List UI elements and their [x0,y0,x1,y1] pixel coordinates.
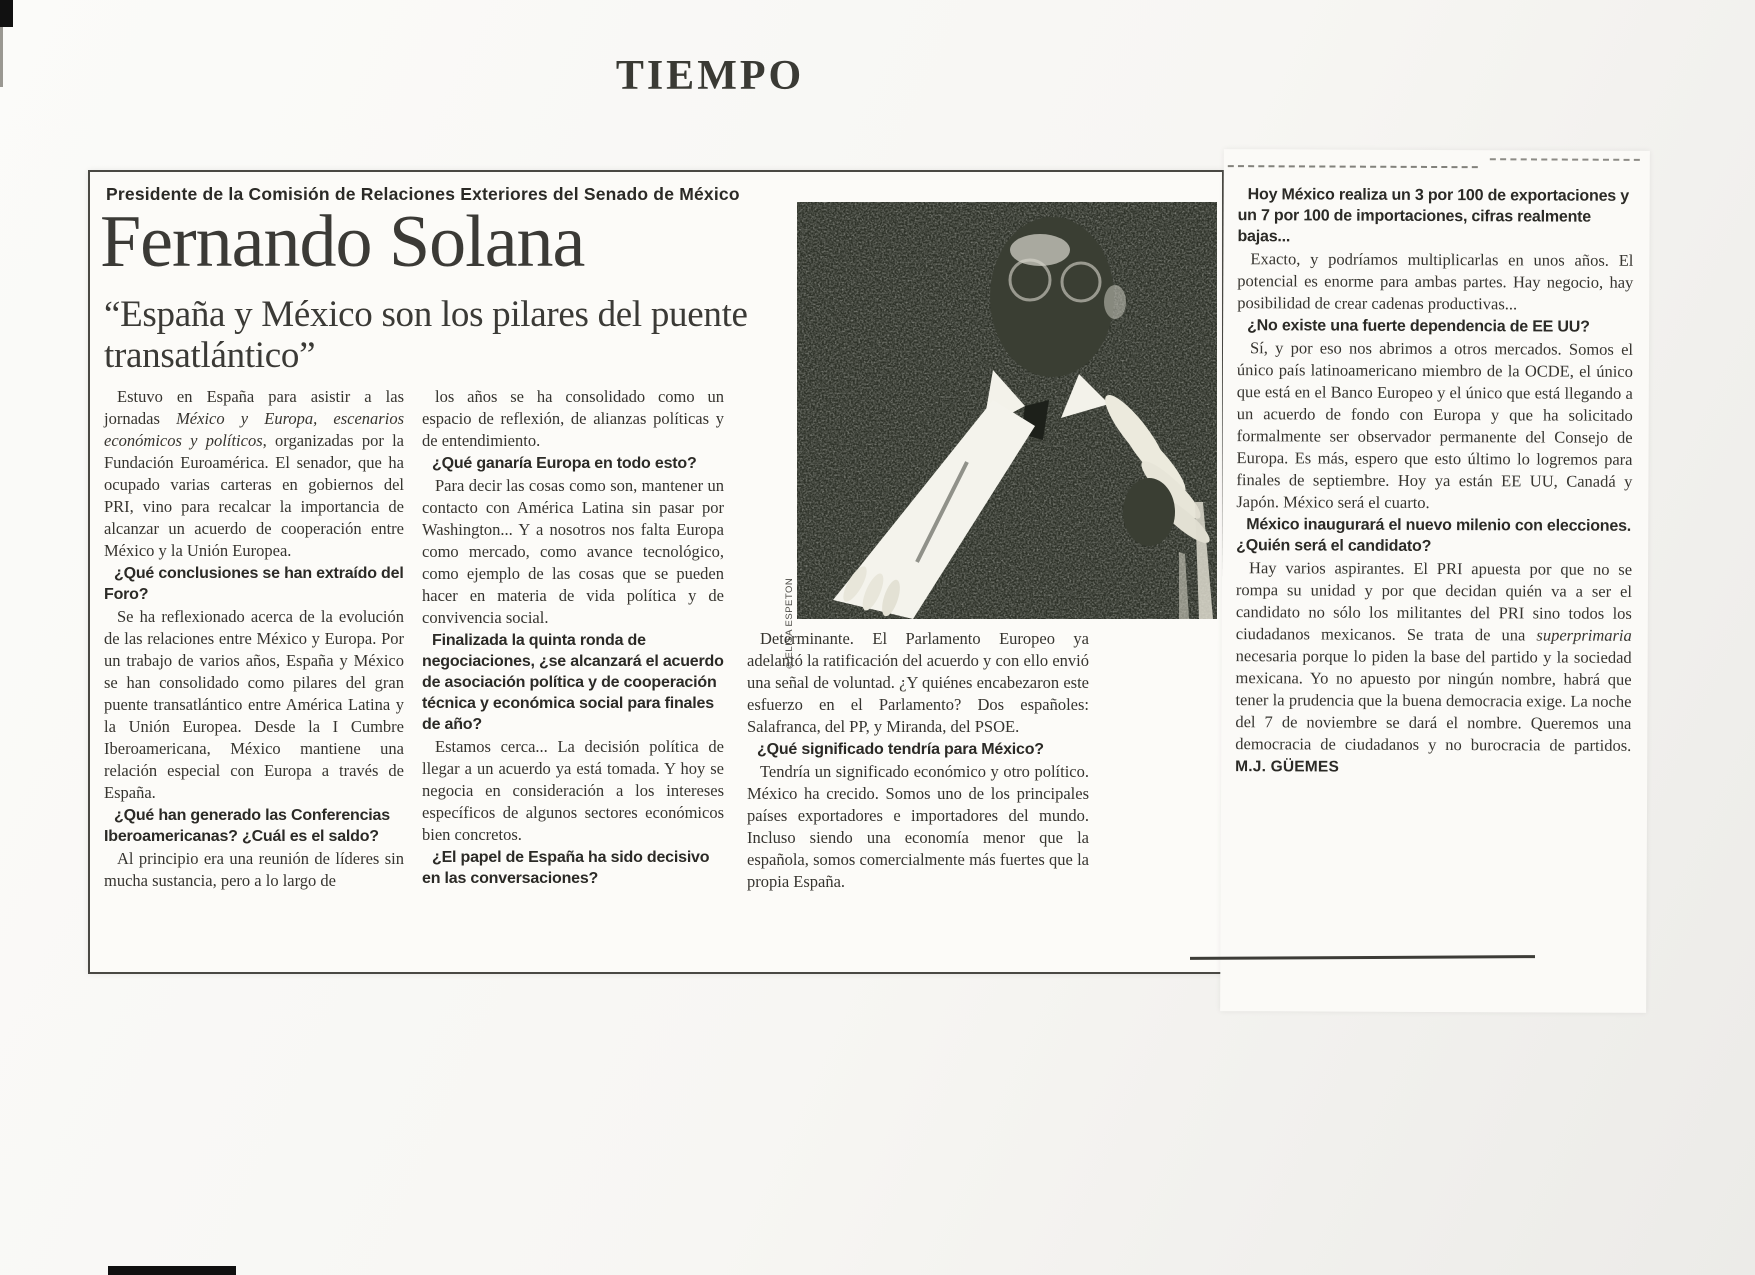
interview-answer: Para decir las cosas como son, mantener un contacto con América Latina sin pasar por Washington... Y a nosotros nos falta Europa como mercado, como avance tecnológico, como ejemplo de las cosas que se pueden hacer en materia de vida política y de convivencia social. [422,476,724,627]
author-byline: M.J. GÜEMES [1235,758,1340,776]
interview-answer: Al principio era una reunión de líderes sin mucha sustancia, pero a lo largo de [104,849,404,890]
interview-question: ¿No existe una fuerte dependencia de EE UU? [1247,317,1590,336]
interview-question: ¿Qué conclusiones se han extraído del Foro? [104,565,404,603]
answer-text: Estuvo en España para asistir a las jornadas [104,387,404,428]
interview-answer: Se ha reflexionado acerca de la evolución de las relaciones entre México y Europa. Por un trabajo de varios años, España y México se han consolidado como pilares del gran puente transatlántico entre América Latina y la Unión Europea. Desde la I Cumbre Iberoamericana, México mantiene una relación especial con Europa a través de España. [104,607,404,802]
answer-text: necesaria porque lo piden la base del partido y la sociedad mexicana. Yo no apuesto por ningún nombre, habrá que tener la prudencia que la buena democracia exige. La noche del 7 de noviembre se dará el nombre. Queremos una democracia de ciudadanos y no burocracia de partidos. [1235,646,1632,755]
interview-answer: Determinante. El Parlamento Europeo ya adelantó la ratificación del acuerdo y con ello envió una señal de voluntad. ¿Y quiénes encabezaron este esfuerzo en el Parlamento? Dos españoles: Salafranca, del PP, y Miranda, del PSOE. [747,629,1089,736]
interview-question: ¿Qué han generado las Conferencias Iberoamericanas? ¿Cuál es el saldo? [104,807,390,845]
interview-answer [1235,557,1632,780]
article-column-3 [747,628,1089,893]
interview-question: Finalizada la quinta ronda de negociaciones, ¿se alcanzará el acuerdo de asociación política y de cooperación técnica y económica social para finales de año? [422,632,724,733]
interview-answer: los años se ha consolidado como un espacio de reflexión, de alianzas políticas y de entendimiento. [422,387,724,450]
right-article-clipping [1220,149,1650,1013]
article-column-4 [1235,183,1634,780]
article-subheadline: “España y México son los pilares del puente transatlántico” [104,294,748,376]
article-column-2 [422,386,724,890]
torn-edge-dashed-line [1228,165,1478,168]
interview-question: ¿Qué ganaría Europa en todo esto? [432,455,697,472]
interview-answer: Sí, y por eso nos abrimos a otros mercados. Somos el único país latinoamericano miembro de la OCDE, el único que está en el Banco Europeo y el único que está llegando a un acuerdo de fondo con Europa y que ha solicitado formalmente ser observador permanente del Consejo de Europa. Es más, espero que esto último lo logremos para finales de septiembre. Hoy ya están EE UU, Canadá y Japón. México será el cuarto. [1236,338,1634,512]
event-title-italic: México y Europa, escenarios económicos y políticos [104,409,404,450]
interview-question: ¿El papel de España ha sido decisivo en las conversaciones? [422,849,710,887]
interview-answer: Tendría un significado económico y otro político. México ha crecido. Somos uno de los principales países exportadores e importadores del mundo. Incluso siendo una economía menor que la española, somos comercialmente más fuertes que la propia España. [747,762,1089,891]
interview-question: ¿Qué significado tendría para México? [757,741,1044,758]
interview-question: Hoy México realiza un 3 por 100 de exportaciones y un 7 por 100 de importaciones, cifras realmente bajas... [1237,186,1629,246]
photo-credit: ©ELISA ESPETON [784,577,795,670]
article-column-1 [104,386,404,892]
article-clipping [88,170,1224,974]
interview-question: México inaugurará el nuevo milenio con elecciones. ¿Quién será el candidato? [1236,516,1632,555]
portrait-photo [797,202,1217,619]
answer-text: Hay varios aspirantes. El PRI apuesta por que no se rompa su unidad y por que decidan quién va a ser el candidato no sólo los militantes del PRI sino todos los ciudadanos mexicanos. Se trata de una [1235,558,1633,645]
interview-answer: Exacto, y podríamos multiplicarlas en unos años. El potencial es enorme para ambas partes. Hay negocio, hay posibilidad de crear cadenas productivas... [1237,249,1634,314]
scan-artifact-top-left [0,0,13,27]
interview-answer [104,386,404,562]
scan-artifact-left-edge [0,27,3,87]
interview-answer: Estamos cerca... La decisión política de llegar a un acuerdo ya está tomada. Y hoy se negocia en consideración a los intereses específicos de algunos sectores económicos bien concretos. [422,737,724,844]
italic-term: superprimaria [1536,625,1632,645]
answer-text: , organizadas por la Fundación Euroamérica. El senador, que ha ocupado varias carteras en gobiernos del PRI, vino para recalcar la importancia de alcanzar un acuerdo de cooperación entre México y la Unión Europea. [104,431,405,560]
torn-edge-dashed-line [1490,158,1640,161]
article-kicker: Presidente de la Comisión de Relaciones Exteriores del Senado de México [106,184,740,204]
scan-artifact-bottom-left [108,1266,236,1275]
article-headline: Fernando Solana [100,201,585,283]
masthead-title: TIEMPO [615,53,805,99]
